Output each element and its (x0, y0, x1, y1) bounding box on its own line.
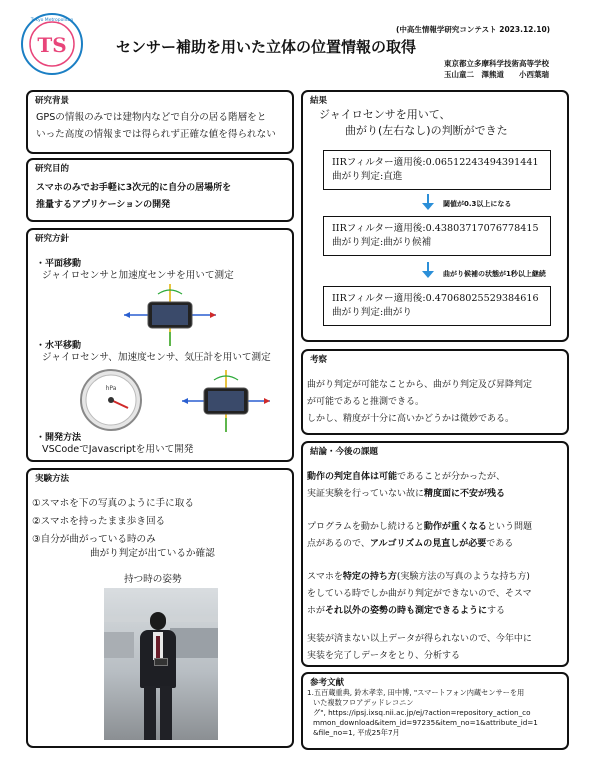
conclusion-p2-line-2 (307, 538, 513, 550)
conclusion-p1-text-2: 実証実験を行っていない故に (307, 489, 425, 499)
discussion-section (301, 349, 569, 435)
reference-line-4: mmon_download&item_id=97235&item_no=1&attribute_id=1 (313, 718, 538, 727)
purpose-title: 研究目的 (35, 164, 70, 174)
experiment-section (26, 468, 294, 748)
discussion-line-2: が可能であると推測できる。 (307, 397, 425, 407)
discussion-title: 考察 (310, 355, 328, 365)
background-title: 研究背景 (35, 96, 70, 106)
experiment-step-2: ②スマホを持ったまま歩き回る (32, 516, 166, 527)
reference-line-5: &file_no=1, 平成25年7月 (313, 728, 400, 737)
references-section (301, 672, 569, 750)
conclusion-p4-line-1: 実装が済まない以上データが得られないので、今年中に (307, 634, 532, 644)
photo-caption: 持つ時の姿勢 (124, 574, 182, 585)
results-headline-2: 曲がり(左右なし)の判断ができた (345, 124, 508, 137)
conclusion-p2-text-4: である (486, 539, 514, 549)
results-section (301, 90, 569, 342)
results-title: 結果 (310, 96, 328, 106)
filter-result-2-value: IIRフィルター適用後:0.43803717076778415 (332, 223, 539, 234)
school-logo (20, 12, 84, 76)
conclusion-p2-text-2: という問題 (486, 522, 532, 532)
conclusion-p2-text-1: プログラムを動かし続けると (307, 522, 424, 532)
purpose-line-2: 推量するアプリケーションの開発 (36, 200, 171, 210)
reference-line-2: いた複数フロアデッドレコニン (313, 698, 414, 707)
conclusion-p1-line-2 (307, 488, 505, 500)
experiment-step-3: ③自分が曲がっている時のみ (32, 534, 156, 545)
reference-line-3: グ", https://ipsj.ixsq.nii.ac.jp/ej/?action=repository_action_co (313, 708, 531, 717)
filter-result-box-3 (323, 286, 551, 326)
conclusion-p1-bold-2: 精度面に不安が残る (424, 489, 506, 499)
filter-result-box-1 (323, 150, 551, 190)
conclusion-p3-text-1: スマホを (307, 572, 343, 582)
background-section (26, 90, 294, 154)
conclusion-section (301, 441, 569, 667)
conclusion-p1-line-1 (307, 471, 505, 483)
experiment-step-1: ①スマホを下の写真のように手に取る (32, 498, 194, 509)
arrow-down-1-icon (421, 194, 435, 210)
filter-result-box-2 (323, 216, 551, 256)
authors: 玉山童二 澤熊道 小西葉瑞 (444, 70, 549, 79)
arrow-down-2-icon (421, 262, 435, 278)
dev-heading: ・開発方法 (36, 433, 82, 443)
conclusion-p2-bold-2: アルゴリズムの見直しが必要 (369, 539, 487, 549)
results-headline-1: ジャイロセンサを用いて、 (319, 108, 451, 121)
conclusion-p3-bold-2: それ以外の姿勢の時も測定できるように (325, 606, 488, 616)
filter-result-2-judgement: 曲がり判定:曲がり候補 (332, 237, 432, 248)
header (0, 0, 595, 82)
dev-text: VSCodeでJavascriptを用いて開発 (42, 444, 194, 455)
policy-section (26, 228, 294, 462)
plane-heading: ・平面移動 (36, 259, 82, 269)
conclusion-p2-bold-1: 動作が重くなる (423, 522, 487, 532)
school-name: 東京都立多摩科学技術高等学校 (444, 59, 549, 68)
experiment-step-3-cont: 曲がり判定が出ているか確認 (90, 548, 215, 559)
purpose-line-1: スマホのみでお手軽に3次元的に自分の居場所を (36, 183, 232, 193)
policy-title: 研究方針 (35, 234, 70, 244)
conclusion-p3-text-3: ホが (307, 606, 326, 616)
logo-ring-text: Tokyo Metropolitan (30, 18, 74, 23)
page-title: センサー補助を用いた立体の位置情報の取得 (116, 38, 417, 56)
conclusion-p3-line-1 (307, 571, 530, 583)
logo-letters: TS (37, 33, 67, 57)
conclusion-p1-bold-1: 動作の判定自体は可能 (307, 472, 398, 482)
conclusion-p4-line-2: 実装を完了しデータをとり、分析する (307, 651, 461, 661)
background-line-1: GPSの情報のみでは建物内などで自分の居る階層をと (36, 112, 267, 123)
gauge-label: hPa (105, 385, 117, 392)
plane-text: ジャイロセンサと加速度センサを用いて測定 (42, 270, 234, 281)
filter-result-1-judgement: 曲がり判定:直進 (332, 171, 403, 182)
conclusion-p3-line-2: をしている時でしか曲がり判定ができないので、そスマ (307, 589, 532, 599)
conclusion-p2-text-3: 点があるので、 (307, 539, 370, 549)
phone-axes-diagram-1 (120, 282, 220, 348)
horizontal-text: ジャイロセンサ、加速度センサ、気圧計を用いて測定 (42, 352, 271, 363)
conclusion-p1-text-1: であることが分かったが、 (397, 472, 506, 482)
discussion-line-1: 曲がり判定が可能なことから、曲がり判定及び昇降判定 (307, 380, 533, 390)
phone-axes-diagram-2 (178, 368, 274, 434)
conclusion-title: 結論・今後の課題 (310, 447, 379, 457)
barometer-gauge (76, 368, 146, 432)
background-line-2: いった高度の情報までは得られず正確な値を得られない (36, 129, 276, 140)
conclusion-p3-text-4: する (487, 606, 506, 616)
conclusion-p3-bold-1: 特定の持ち方 (342, 572, 397, 582)
conclusion-p3-line-3 (307, 605, 505, 617)
transition-2-label: 曲がり候補の状態が1秒以上継続 (443, 270, 546, 278)
contest-label: (中高生情報学研究コンテスト 2023.12.10) (396, 25, 551, 34)
transition-1-label: 閾値が0.3以上になる (443, 200, 512, 208)
purpose-section (26, 158, 294, 222)
conclusion-p2-line-1 (307, 521, 532, 533)
reference-line-1: 1.五百蔵重典, 鈴木孝幸, 田中博, "スマートフォン内蔵センサーを用 (307, 688, 525, 697)
horizontal-heading: ・水平移動 (36, 341, 82, 351)
conclusion-p3-text-2: (実験方法の写真のような持ち方) (396, 572, 530, 582)
references-title: 参考文献 (310, 678, 345, 688)
experiment-title: 実験方法 (35, 474, 70, 484)
filter-result-1-value: IIRフィルター適用後:0.06512243494391441 (332, 157, 539, 168)
holding-posture-photo (104, 588, 218, 740)
discussion-line-3: しかし、精度が十分に高いかどうかは微妙である。 (307, 414, 515, 424)
filter-result-3-judgement: 曲がり判定:曲がり (332, 307, 412, 318)
filter-result-3-value: IIRフィルター適用後:0.47068025529384616 (332, 293, 539, 304)
